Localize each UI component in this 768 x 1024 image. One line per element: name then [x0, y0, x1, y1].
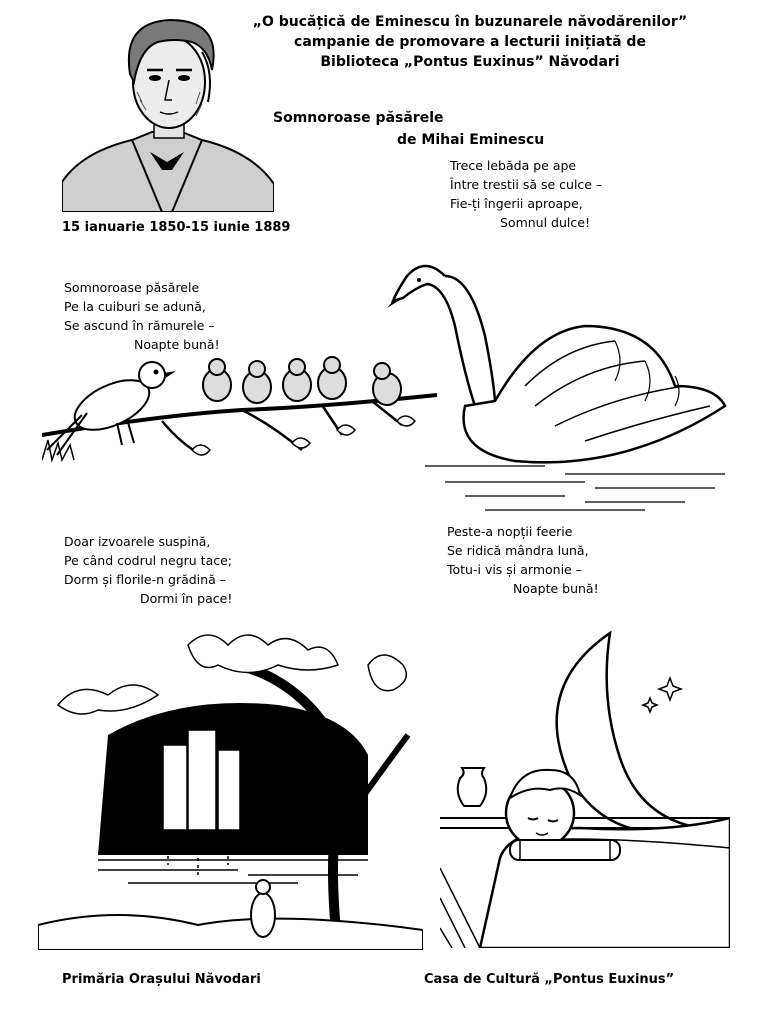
poem-title: Somnoroase păsărele [273, 110, 444, 126]
stanza-1 [64, 278, 220, 354]
footer-left-credit: Primăria Orașului Năvodari [62, 972, 261, 987]
header-line-2: campanie de promovare a lecturii inițiată de [294, 34, 646, 50]
stanza-line: Pe când codrul negru tace; [64, 553, 232, 568]
stanza-line: Somnul dulce! [500, 215, 590, 230]
stanza-line: Dorm și florile-n grădină – [64, 572, 226, 587]
stanza-line: Noapte bună! [513, 581, 599, 596]
stanza-line: Trece lebăda pe ape [450, 158, 577, 173]
stanza-line: Între trestii să se culce – [450, 177, 603, 192]
sleeping-child-moon-illustration [440, 628, 730, 948]
stanza-line: Somnoroase păsărele [64, 280, 200, 295]
campaign-header [240, 12, 700, 72]
portrait-dates: 15 ianuarie 1850-15 iunie 1889 [62, 220, 291, 235]
footer-right-credit: Casa de Cultură „Pontus Euxinus” [424, 972, 675, 987]
stanza-line: Fie-ți îngerii aproape, [450, 196, 583, 211]
stanza-line: Pe la cuiburi se adună, [64, 299, 206, 314]
stanza-line: Totu-i vis și armonie – [447, 562, 582, 577]
eminescu-portrait-illustration [62, 12, 274, 212]
stanza-4 [447, 522, 599, 598]
poem-author: de Mihai Eminescu [397, 132, 545, 148]
stanza-line: Peste-a nopții feerie [447, 524, 573, 539]
stanza-3 [64, 532, 232, 608]
stanza-line: Se ascund în rămurele – [64, 318, 215, 333]
stanza-2 [450, 156, 602, 232]
castle-night-scene-illustration [38, 625, 423, 950]
stanza-line: Noapte bună! [134, 337, 220, 352]
birds-on-branch-illustration [42, 355, 437, 465]
stanza-line: Doar izvoarele suspină, [64, 534, 211, 549]
swan-illustration [385, 236, 735, 516]
header-line-1: „O bucățică de Eminescu în buzunarele năvodărenilor” [252, 14, 688, 30]
stanza-line: Se ridică mândra lună, [447, 543, 589, 558]
header-line-3: Biblioteca „Pontus Euxinus” Năvodari [320, 54, 620, 70]
stanza-line: Dormi în pace! [140, 591, 233, 606]
